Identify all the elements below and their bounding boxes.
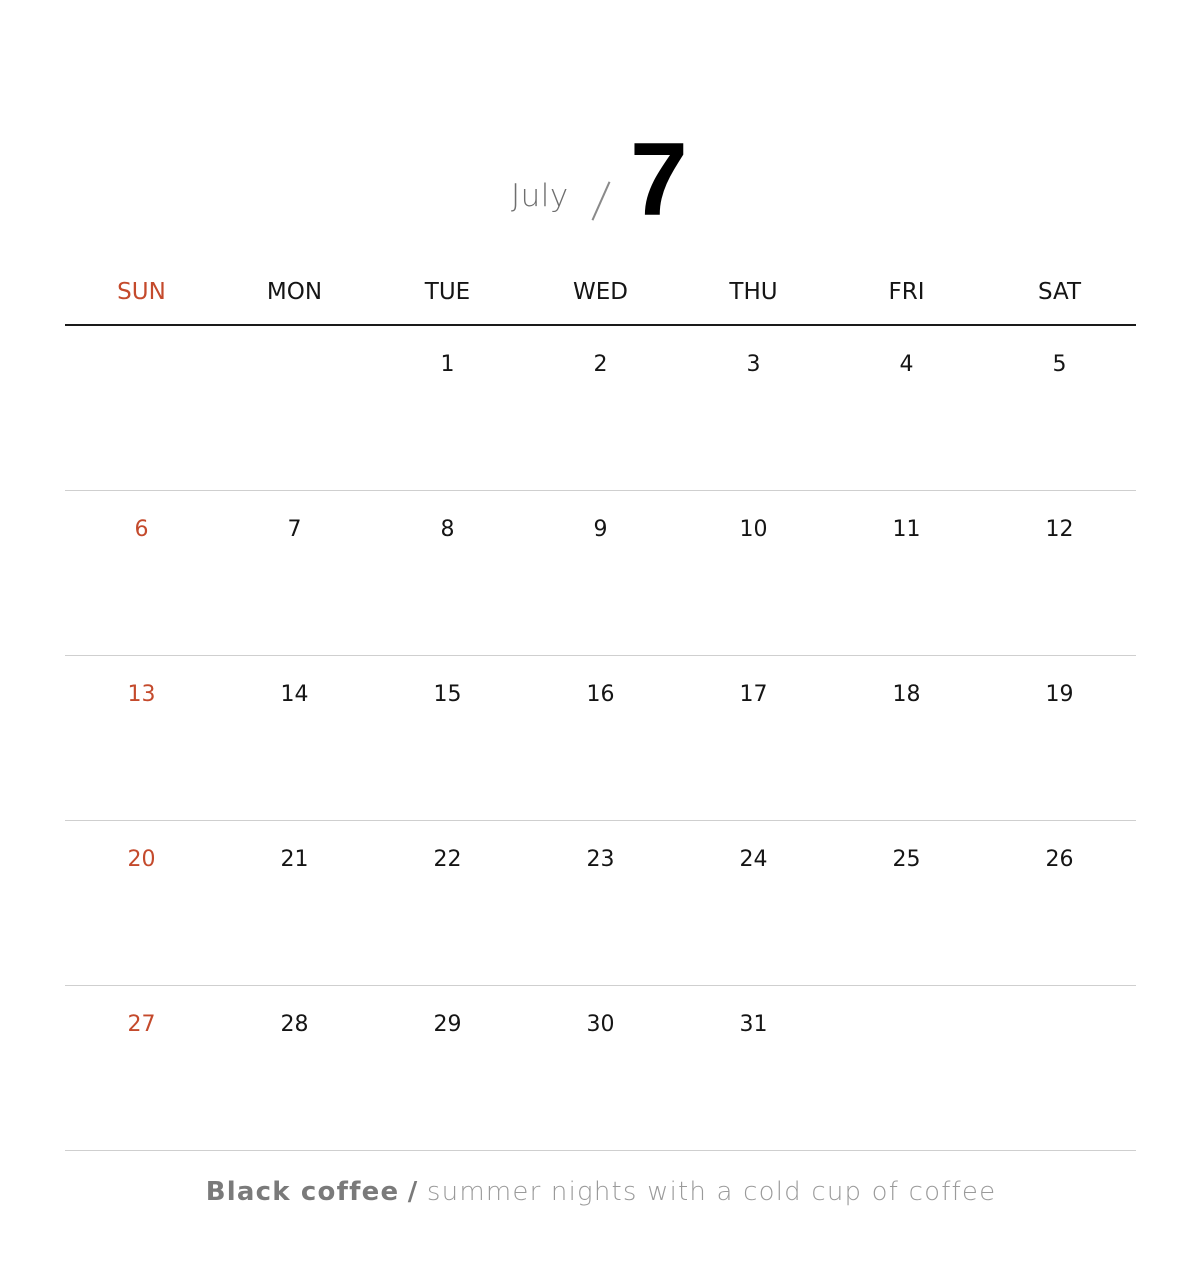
day-cell: 16 bbox=[586, 682, 615, 707]
weekday-wed: WED bbox=[573, 279, 628, 305]
day-cell: 25 bbox=[892, 847, 921, 872]
day-cell: 27 bbox=[127, 1012, 156, 1037]
week-row bbox=[65, 656, 1136, 821]
day-cell bbox=[983, 986, 1136, 1150]
month-number: 7 bbox=[630, 122, 688, 238]
day-cell: 31 bbox=[739, 1012, 768, 1037]
footer-separator: / bbox=[407, 1177, 419, 1207]
weekday-fri: FRI bbox=[888, 279, 925, 305]
day-cell: 19 bbox=[1045, 682, 1074, 707]
day-cell: 20 bbox=[127, 847, 156, 872]
day-cell: 5 bbox=[1052, 352, 1067, 377]
day-cell: 23 bbox=[586, 847, 615, 872]
day-cell: 9 bbox=[593, 517, 608, 542]
footer-subtitle: summer nights with a cold cup of coffee bbox=[426, 1177, 997, 1207]
day-cell: 17 bbox=[739, 682, 768, 707]
week-row bbox=[65, 821, 1136, 986]
footer-title: Black coffee bbox=[205, 1177, 400, 1207]
day-cell: 18 bbox=[892, 682, 921, 707]
day-cell: 12 bbox=[1045, 517, 1074, 542]
day-cell bbox=[65, 326, 218, 490]
weekday-sat: SAT bbox=[1037, 279, 1082, 305]
week-row bbox=[65, 326, 1136, 491]
day-cell: 2 bbox=[593, 352, 608, 377]
weekday-thu: THU bbox=[729, 279, 778, 305]
weekday-header-row bbox=[65, 270, 1136, 314]
week-row bbox=[65, 986, 1136, 1151]
weekday-sun: SUN bbox=[117, 279, 166, 305]
day-cell: 13 bbox=[127, 682, 156, 707]
week-row bbox=[65, 491, 1136, 656]
calendar-grid bbox=[65, 326, 1136, 1151]
weekday-mon: MON bbox=[266, 279, 323, 305]
day-cell: 21 bbox=[280, 847, 309, 872]
day-cell: 7 bbox=[287, 517, 302, 542]
calendar-header bbox=[0, 122, 1202, 240]
month-name: July bbox=[511, 178, 569, 214]
day-cell bbox=[218, 326, 371, 490]
day-cell: 24 bbox=[739, 847, 768, 872]
day-cell: 26 bbox=[1045, 847, 1074, 872]
day-cell: 22 bbox=[433, 847, 462, 872]
day-cell: 6 bbox=[134, 517, 149, 542]
month-separator-slash bbox=[592, 181, 611, 220]
day-cell: 4 bbox=[899, 352, 914, 377]
day-cell: 14 bbox=[280, 682, 309, 707]
day-cell: 11 bbox=[892, 517, 921, 542]
day-cell: 3 bbox=[746, 352, 761, 377]
day-cell: 28 bbox=[280, 1012, 309, 1037]
day-cell: 30 bbox=[586, 1012, 615, 1037]
day-cell bbox=[830, 986, 983, 1150]
day-cell: 10 bbox=[739, 517, 768, 542]
day-cell: 1 bbox=[440, 352, 455, 377]
day-cell: 15 bbox=[433, 682, 462, 707]
weekday-tue: TUE bbox=[424, 279, 471, 305]
calendar-footer bbox=[0, 1176, 1202, 1207]
day-cell: 29 bbox=[433, 1012, 462, 1037]
day-cell: 8 bbox=[440, 517, 455, 542]
